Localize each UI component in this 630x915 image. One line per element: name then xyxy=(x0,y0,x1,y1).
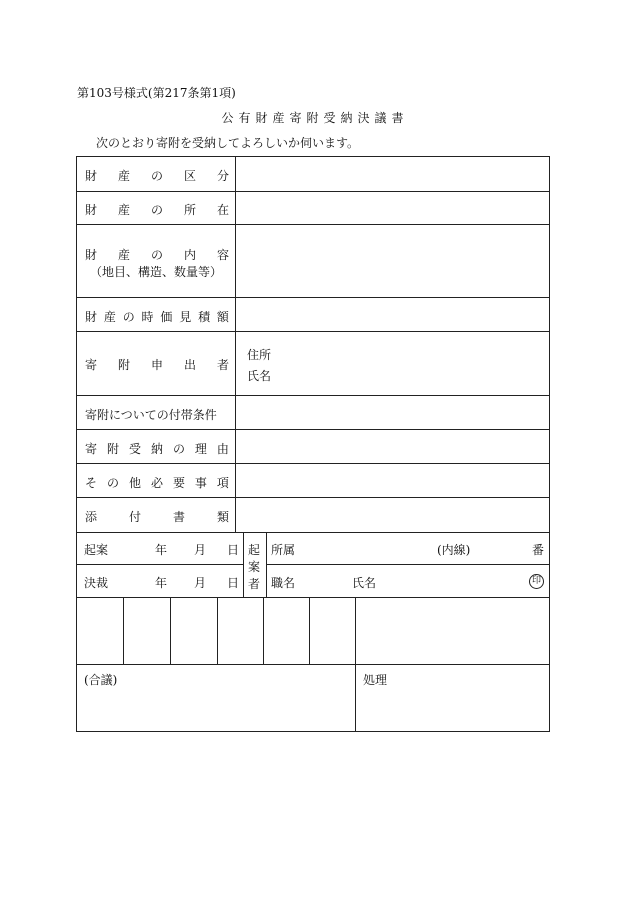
label-approve-day: 日 xyxy=(227,576,240,590)
label-department: 所属 xyxy=(271,543,296,557)
label-draft-day: 日 xyxy=(227,543,240,557)
label-extension: (内線) xyxy=(437,543,471,557)
intro-text: 次のとおり寄附を受納してよろしいか伺います。 xyxy=(96,136,360,150)
label-draft-month: 月 xyxy=(194,543,207,557)
label-drafter-3: 者 xyxy=(248,577,261,591)
label-acceptance-reason: 寄 附 受 納 の 理 由 xyxy=(85,442,229,456)
label-attachments: 添 付 書 類 xyxy=(85,510,229,524)
label-estimated-value: 財 産 の 時 価 見 積 額 xyxy=(85,310,229,324)
label-property-contents-sub: （地目、構造、数量等） xyxy=(90,265,223,279)
label-drafted: 起案 xyxy=(84,543,109,557)
label-drafter-name: 氏名 xyxy=(352,576,377,590)
label-drafter-1: 起 xyxy=(248,543,261,557)
label-drafter-2: 案 xyxy=(248,560,261,574)
label-property-category: 財 産 の 区 分 xyxy=(85,169,229,183)
label-donor-address: 住所 xyxy=(247,348,272,362)
label-consultation: (合議) xyxy=(84,673,118,687)
label-approved: 決裁 xyxy=(84,576,109,590)
label-property-location: 財 産 の 所 在 xyxy=(85,203,229,217)
label-approve-year: 年 xyxy=(155,576,168,590)
label-donor: 寄 附 申 出 者 xyxy=(85,358,229,372)
label-approve-month: 月 xyxy=(194,576,207,590)
label-number-suffix: 番 xyxy=(532,543,545,557)
label-other-matters: そ の 他 必 要 事 項 xyxy=(85,476,229,490)
form-number: 第103号様式(第217条第1項) xyxy=(77,86,236,100)
label-property-contents: 財 産 の 内 容 xyxy=(85,248,229,262)
label-donor-name: 氏名 xyxy=(247,369,272,383)
label-processing: 処理 xyxy=(363,673,388,687)
label-attached-conditions: 寄附についての付帯条件 xyxy=(85,408,217,422)
label-job-title: 職名 xyxy=(271,576,296,590)
label-draft-year: 年 xyxy=(155,543,168,557)
document-title: 公有財産寄附受納決議書 xyxy=(221,111,409,125)
seal-mark: 印 xyxy=(529,574,544,589)
resolution-form xyxy=(76,156,550,732)
